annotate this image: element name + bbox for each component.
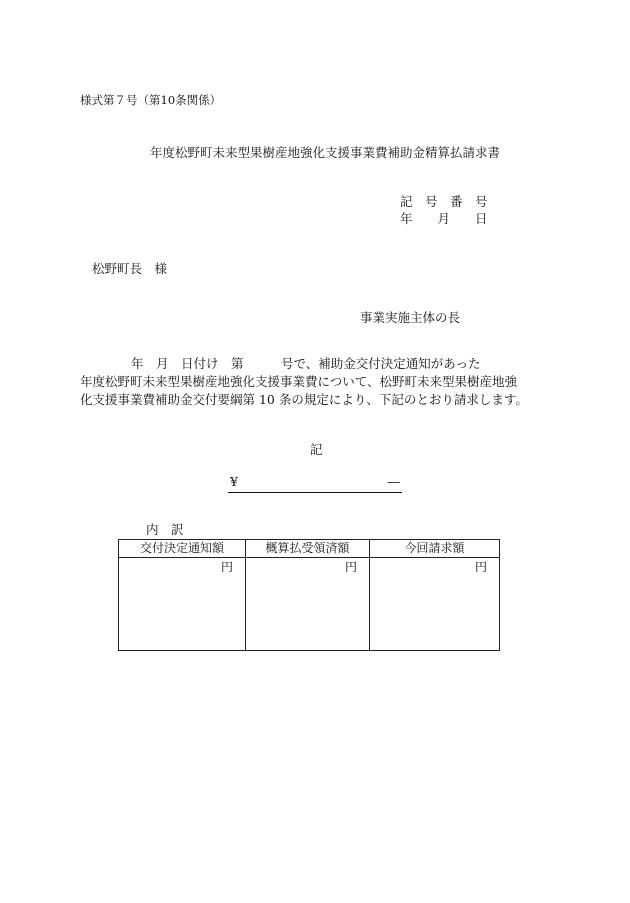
- yen-symbol: ¥: [230, 474, 238, 489]
- cell-current-request-amount[interactable]: 円: [370, 558, 500, 651]
- recipient: 松野町長 様: [92, 261, 168, 276]
- header-grant-decision-amount: 交付決定通知額: [119, 540, 246, 558]
- header-prepayment-received-amount: 概算払受領済額: [246, 540, 370, 558]
- form-number: 様式第７号（第10条関係）: [80, 93, 222, 107]
- amount-field: [228, 476, 402, 493]
- date-line: 年 月 日: [400, 211, 488, 226]
- document-number-line: 記 号 番 号: [400, 194, 488, 209]
- amount-dash: ―: [387, 474, 400, 489]
- document-title: 年度松野町未来型果樹産地強化支援事業費補助金精算払請求書: [150, 145, 501, 160]
- body-line-1: 年 月 日付け 第 号で、補助金交付決定通知があった: [131, 356, 481, 371]
- body-line-3: 化支援事業費補助金交付要綱第 10 条の規定により、下記のとおり請求します。: [80, 392, 528, 407]
- sender: 事業実施主体の長: [360, 310, 461, 325]
- cell-grant-decision-amount[interactable]: 円: [119, 558, 246, 651]
- ki-heading: 記: [310, 442, 323, 457]
- breakdown-table: [118, 539, 500, 651]
- cell-prepayment-received-amount[interactable]: 円: [246, 558, 370, 651]
- header-current-request-amount: 今回請求額: [370, 540, 500, 558]
- table-header-row: [119, 540, 500, 558]
- body-line-2: 年度松野町未来型果樹産地強化支援事業費について、松野町未来型果樹産地強: [80, 374, 518, 389]
- breakdown-label: 内 訳: [146, 522, 184, 537]
- table-row: [119, 558, 500, 651]
